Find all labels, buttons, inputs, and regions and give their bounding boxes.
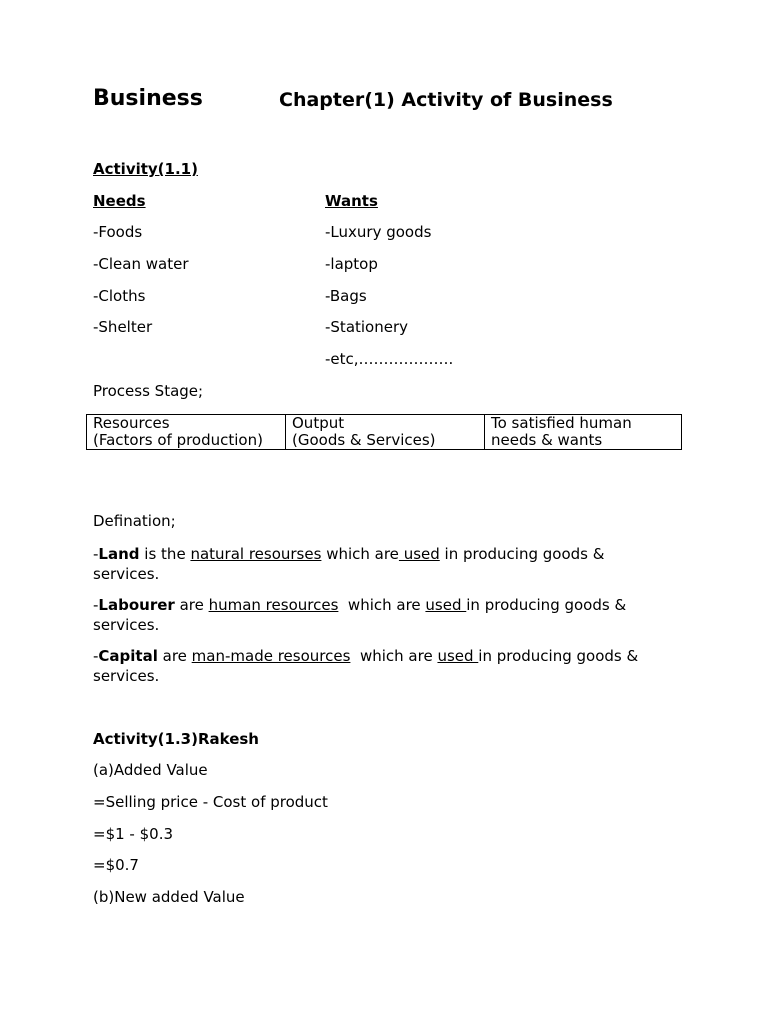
table-cell bbox=[87, 415, 286, 450]
calc-line: (a)Added Value bbox=[93, 761, 208, 779]
definition-which: which are bbox=[350, 647, 438, 665]
definition-used: used bbox=[398, 545, 440, 563]
definition-resource: man-made resources bbox=[191, 647, 351, 665]
activity-1-3-heading: Activity(1.3)Rakesh bbox=[93, 730, 259, 748]
definition-term: Capital bbox=[98, 647, 158, 665]
definition-dash: - bbox=[93, 647, 99, 665]
wants-item: -Stationery bbox=[325, 318, 409, 336]
wants-item: -Bags bbox=[325, 287, 367, 305]
wants-header: Wants bbox=[325, 192, 378, 210]
definition-term: Land bbox=[98, 545, 140, 563]
definition-land bbox=[93, 544, 663, 584]
definition-dash: - bbox=[93, 596, 99, 614]
definition-verb: are bbox=[157, 647, 192, 665]
table-cell bbox=[485, 415, 682, 450]
definition-rest: in producing goods & services. bbox=[93, 647, 639, 685]
definition-verb: are bbox=[174, 596, 209, 614]
definition-which: which are bbox=[338, 596, 426, 614]
cell-line: (Goods & Services) bbox=[292, 431, 436, 449]
cell-line: needs & wants bbox=[491, 431, 603, 449]
definition-term: Labourer bbox=[98, 596, 175, 614]
definition-labourer bbox=[93, 595, 663, 635]
needs-item: -Shelter bbox=[93, 318, 153, 336]
definition-resource: human resources bbox=[208, 596, 339, 614]
wants-item: -Luxury goods bbox=[325, 223, 432, 241]
calc-line: =$1 - $0.3 bbox=[93, 825, 174, 843]
table-row bbox=[87, 415, 682, 450]
needs-item: -Foods bbox=[93, 223, 143, 241]
cell-line: Output bbox=[292, 414, 345, 432]
definition-which: which are bbox=[321, 545, 399, 563]
definition-rest: in producing goods & services. bbox=[93, 596, 627, 634]
definition-resource: natural resourses bbox=[190, 545, 322, 563]
definition-used: used bbox=[437, 647, 479, 665]
cell-line: To satisfied human bbox=[491, 414, 632, 432]
process-stage-table bbox=[86, 414, 682, 450]
table-cell bbox=[286, 415, 485, 450]
chapter-title: Chapter(1) Activity of Business bbox=[279, 89, 613, 111]
calc-line: =Selling price - Cost of product bbox=[93, 793, 328, 811]
process-stage-label: Process Stage; bbox=[93, 382, 204, 400]
cell-line: Resources bbox=[93, 414, 170, 432]
wants-item: -laptop bbox=[325, 255, 378, 273]
activity-1-1-heading: Activity(1.1) bbox=[93, 160, 198, 178]
definition-rest: in producing goods & services. bbox=[93, 545, 605, 583]
needs-header: Needs bbox=[93, 192, 146, 210]
definition-capital bbox=[93, 646, 663, 686]
wants-item: -etc,………………. bbox=[325, 350, 454, 368]
needs-item: -Cloths bbox=[93, 287, 146, 305]
definition-label: Defination; bbox=[93, 512, 176, 530]
definition-verb: is the bbox=[139, 545, 191, 563]
needs-item: -Clean water bbox=[93, 255, 189, 273]
calc-line: =$0.7 bbox=[93, 856, 139, 874]
definition-used: used bbox=[425, 596, 467, 614]
cell-line: (Factors of production) bbox=[93, 431, 263, 449]
calc-line: (b)New added Value bbox=[93, 888, 245, 906]
definition-dash: - bbox=[93, 545, 99, 563]
subject-title: Business bbox=[93, 86, 203, 111]
